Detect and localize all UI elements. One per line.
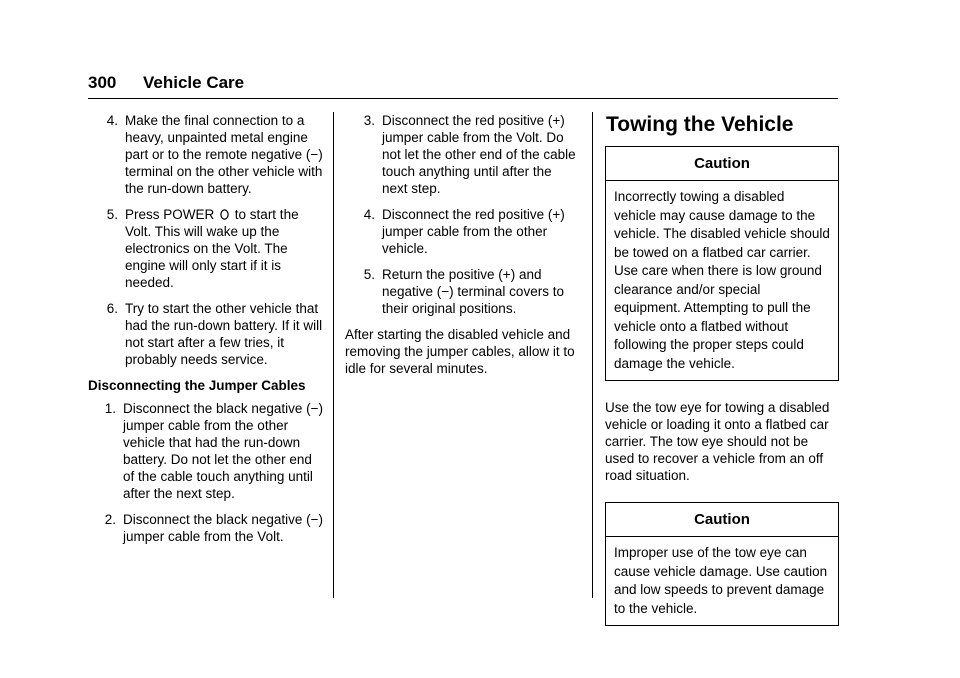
step-text: Return the positive (+) and negative (−) terminal covers to their original positions. (382, 267, 564, 316)
step-text: Disconnect the black negative (−) jumper cable from the Volt. (123, 512, 323, 544)
step-item (88, 206, 326, 291)
step-text (125, 206, 326, 291)
step-text: Disconnect the red positive (+) jumper cable from the Volt. Do not let the other end of the cable touch anything until after the next step. (382, 113, 576, 196)
column-1 (88, 112, 326, 554)
body-paragraph: After starting the disabled vehicle and removing the jumper cables, allow it to idle for several minutes. (345, 327, 575, 376)
step-text: Disconnect the black negative (−) jumper cable from the other vehicle that had the run-down battery. Do not let the other end of the cable touch anything until after the next step. (123, 401, 323, 501)
step-number: 5. (106, 207, 118, 222)
section-title: Towing the Vehicle (606, 113, 794, 136)
header-rule (88, 98, 838, 99)
step-item (88, 300, 326, 368)
column-divider-1 (333, 112, 334, 598)
step-number: 4. (106, 113, 118, 128)
column-2 (345, 112, 577, 377)
step-number: 4. (363, 207, 375, 222)
step-number: 3. (363, 113, 375, 128)
subheading: Disconnecting the Jumper Cables (88, 378, 306, 393)
step-text: Try to start the other vehicle that had the run-down battery. If it will not start after a few tries, it probably needs service. (125, 301, 323, 367)
step-item (345, 266, 577, 317)
step-text-before-icon: Press POWER (125, 207, 215, 222)
power-icon (220, 207, 229, 218)
page-header (88, 72, 838, 94)
caution-title: Caution (606, 147, 838, 181)
column-3 (593, 112, 839, 626)
step-number: 1. (104, 401, 116, 416)
caution-text: Incorrectly towing a disabled vehicle may cause damage to the vehicle. The disabled vehicle should be towed on a flatbed car carrier. Use care when there is low ground clearance and/or special equipment. Attempting to pull the vehicle onto a flatbed without following the proper steps could damage the vehicle. (614, 189, 830, 371)
step-text: Disconnect the red positive (+) jumper cable from the other vehicle. (382, 207, 565, 256)
step-item (88, 400, 326, 502)
caution-box (605, 146, 839, 381)
body-paragraph: Use the tow eye for towing a disabled vehicle or loading it onto a flatbed car carrier. The tow eye should not be used to recover a vehicle from an off road situation. (605, 400, 830, 483)
step-item (345, 112, 577, 197)
chapter-title: Vehicle Care (143, 73, 245, 92)
caution-text: Improper use of the tow eye can cause vehicle damage. Use caution and low speeds to prevent damage to the vehicle. (614, 545, 828, 616)
caution-title: Caution (606, 503, 838, 537)
step-item (345, 206, 577, 257)
step-number: 6. (106, 301, 118, 316)
caution-box (605, 502, 839, 626)
step-text: Make the final connection to a heavy, unpainted metal engine part or to the remote negative (−) terminal on the other vehicle with the run-down battery. (125, 113, 323, 196)
step-item (88, 511, 326, 545)
page-number: 300 (88, 73, 117, 92)
step-number: 2. (104, 512, 116, 527)
step-item (88, 112, 326, 197)
step-text-after-icon: to start the Volt. This will wake up the electronics on the Volt. The engine will only start if it is needed. (125, 207, 299, 290)
step-number: 5. (363, 267, 375, 282)
